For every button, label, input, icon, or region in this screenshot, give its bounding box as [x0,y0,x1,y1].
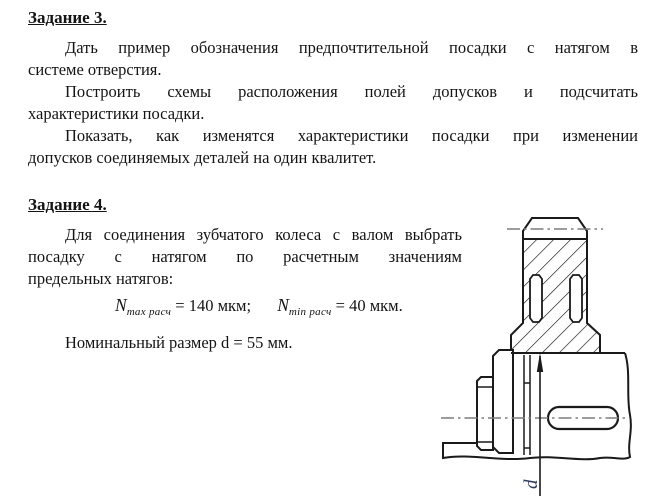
dimension-label-d: d [521,479,542,489]
gear-slot-left [530,275,542,322]
task4-title: Задание 4. [28,195,107,214]
gear-shaft-assembly-figure [440,200,666,496]
formula-nmin: $N_{min расч} = 40$ мкм. [277,295,403,318]
task3-title: Задание 3. [28,8,107,27]
task3-section [28,8,638,169]
task3-paragraphs [28,37,638,169]
gear-hatching [511,239,600,353]
nominal-size-line: Номинальный размер d = 55 мм. [65,333,293,352]
sleeve-strip [524,355,530,455]
dimension-arrowhead [537,353,543,372]
formula-nmax: $N_{max расч} = 140$ мкм; [115,295,252,318]
task3-line-5: Показать, как изменятся характеристики посадки при изменении [65,126,638,145]
task4-line-1: Для соединения зубчатого колеса с валом выбрать [65,225,462,244]
task4-paragraphs [28,224,462,290]
spacer-ring-tall [493,350,513,453]
spacer-ring-short [477,377,493,450]
task3-line-1: Дать пример обозначения предпочтительной посадки с натягом в [65,38,638,57]
task4-line-3: предельных натягов: [28,269,174,288]
task4-line-2: посадку с натягом по расчетным значениям [28,247,462,266]
assembly-drawing [440,200,666,496]
task3-line-3: Построить схемы расположения полей допусков и подсчитать [65,82,638,101]
task3-line-4: характеристики посадки. [28,104,205,123]
gear-slot-right [570,275,582,322]
task3-line-6: допусков соединяемых деталей на один квалитет. [28,148,377,167]
task3-line-2: системе отверстия. [28,60,162,79]
